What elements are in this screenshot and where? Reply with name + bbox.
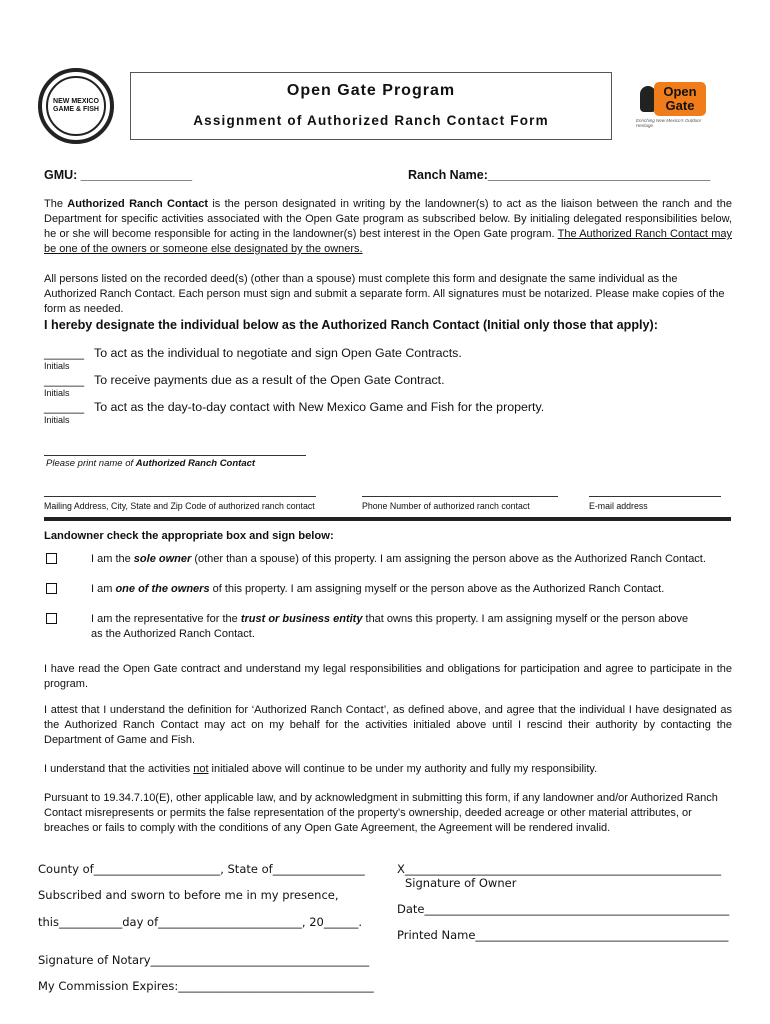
option-trust-entity	[91, 612, 691, 642]
statement-attest: I attest that I understand the definition for ‘Authorized Ranch Contact’, as defined above, and agree that the individual I have designated as the Authorized Ranch Contact may act on my behalf for the activities initialed above until I rescind their authority by contacting the Department of Game and Fish.	[44, 704, 732, 746]
initials-label: Initials	[44, 415, 70, 425]
page-title: Open Gate Program	[286, 82, 456, 99]
opt1-text: I am the	[91, 553, 134, 565]
print-name-term: Authorized Ranch Contact	[135, 458, 256, 469]
designate-item-3: To act as the day-to-day contact with New Mexico Game and Fish for the property.	[94, 400, 545, 414]
this-day-field[interactable]: this___________day of_________________________, 20______.	[38, 915, 362, 929]
statement-pursuant: Pursuant to 19.34.7.10(E), other applicable law, and by acknowledgment in submitting this form, if any landowner and/or Authorized Ranch Contact misrepresents or permits the false representation of the property's ownership, deeded acreage or other material attributes, or breaches or fails to comply with the conditions of any Open Gate Agreement, the Agreement will be rendered invalid.	[44, 792, 718, 834]
open-gate-logo	[636, 82, 708, 126]
trust-entity-checkbox[interactable]	[46, 613, 57, 624]
notary-signature-field[interactable]: Signature of Notary______________________________________	[38, 953, 370, 967]
logo-right-text: Open Gate	[654, 82, 706, 116]
email-line[interactable]	[589, 496, 721, 497]
designate-item-2: To receive payments due as a result of the Open Gate Contract.	[94, 373, 445, 387]
print-name-label	[46, 458, 255, 469]
opt3-text-cont: that owns this property. I am assigning myself or the person above as the Authorized Ranch Contact.	[91, 613, 689, 640]
opt3-term: trust or business entity	[240, 613, 363, 625]
opt1-text-cont: (other than a spouse) of this property. I am assigning the person above as the Authorized Ranch Contact.	[191, 553, 706, 565]
sworn-text: Subscribed and sworn to before me in my presence,	[38, 888, 339, 902]
page-subtitle: Assignment of Authorized Ranch Contact Form	[193, 113, 549, 128]
s3-text-cont: initialed above will continue to be under my authority and fully my responsibility.	[208, 763, 598, 775]
one-of-owners-checkbox[interactable]	[46, 583, 57, 594]
intro-paragraph	[44, 197, 732, 257]
mailing-line[interactable]	[44, 496, 316, 497]
initials-blank-1[interactable]: ______	[44, 346, 85, 360]
requirements-paragraph: All persons listed on the recorded deed(s) (other than a spouse) must complete this form and designate the same individual as the Authorized Ranch Contact. Each person must sign and submit a separate form. All signatures must be notarized. Please make copies of the form as needed.	[44, 273, 725, 315]
ranch-name-field[interactable]: Ranch Name:________________________________	[408, 168, 711, 182]
contact-name-line[interactable]	[44, 455, 306, 456]
sole-owner-checkbox[interactable]	[46, 553, 57, 564]
email-label: E-mail address	[589, 501, 648, 511]
opt3-text: I am the representative for the	[91, 613, 241, 625]
logo-seal	[46, 76, 106, 136]
section-divider	[44, 517, 731, 521]
designate-heading: I hereby designate the individual below as the Authorized Ranch Contact (Initial only those that apply):	[44, 318, 658, 332]
opt2-term: one of the owners	[115, 583, 210, 595]
intro-text-cont: is the person designated in writing by the landowner(s) to act as the liaison between the ranch and the Department for specific activities associated with the Open Gate program as subscribed below. By initialing delegated responsibilities below, he or she will become responsible for acting in the landowner(s) best interest in the Open Gate program.	[44, 198, 732, 240]
intro-underlined: The Authorized Ranch Contact may be one of the owners or someone else designated by the owners.	[44, 228, 732, 255]
logo-tagline: Enriching New Mexico's Outdoor Heritage	[636, 118, 702, 128]
print-name-text: Please print name of	[46, 458, 136, 469]
nm-game-fish-logo	[38, 68, 114, 144]
logo-left-text: NEW MEXICO GAME & FISH	[53, 98, 99, 113]
statement-read-contract: I have read the Open Gate contract and understand my legal responsibilities and obligations for participation and agree to participate in the program.	[44, 663, 732, 690]
statement-authority	[44, 762, 732, 777]
intro-text: The	[44, 198, 68, 210]
intro-term: Authorized Ranch Contact	[67, 198, 208, 210]
option-one-of-owners	[91, 582, 731, 597]
s3-not: not	[193, 763, 209, 775]
owner-signature-line[interactable]: X_______________________________________________________	[397, 862, 722, 876]
phone-label: Phone Number of authorized ranch contact	[362, 501, 530, 511]
date-field[interactable]: Date_____________________________________________________	[397, 902, 730, 916]
phone-line[interactable]	[362, 496, 558, 497]
initials-blank-2[interactable]: ______	[44, 373, 85, 387]
s3-text: I understand that the activities	[44, 763, 194, 775]
gmu-field[interactable]: GMU: ________________	[44, 168, 193, 182]
designate-item-1: To act as the individual to negotiate and sign Open Gate Contracts.	[94, 346, 462, 360]
initials-label: Initials	[44, 361, 70, 371]
county-state-field[interactable]: County of______________________, State of________________	[38, 862, 365, 876]
printed-name-field[interactable]: Printed Name____________________________________________	[397, 928, 729, 942]
opt2-text-cont: of this property. I am assigning myself or the person above as the Authorized Ranch Contact.	[209, 583, 665, 595]
opt2-text: I am	[91, 583, 116, 595]
landowner-heading: Landowner check the appropriate box and sign below:	[44, 530, 334, 542]
commission-expires-field[interactable]: My Commission Expires:__________________________________	[38, 979, 374, 993]
initials-label: Initials	[44, 388, 70, 398]
initials-blank-3[interactable]: ______	[44, 400, 85, 414]
opt1-term: sole owner	[133, 553, 192, 565]
option-sole-owner	[91, 552, 731, 567]
mailing-label: Mailing Address, City, State and Zip Code of authorized ranch contact	[44, 501, 315, 511]
owner-signature-label: Signature of Owner	[405, 876, 517, 890]
